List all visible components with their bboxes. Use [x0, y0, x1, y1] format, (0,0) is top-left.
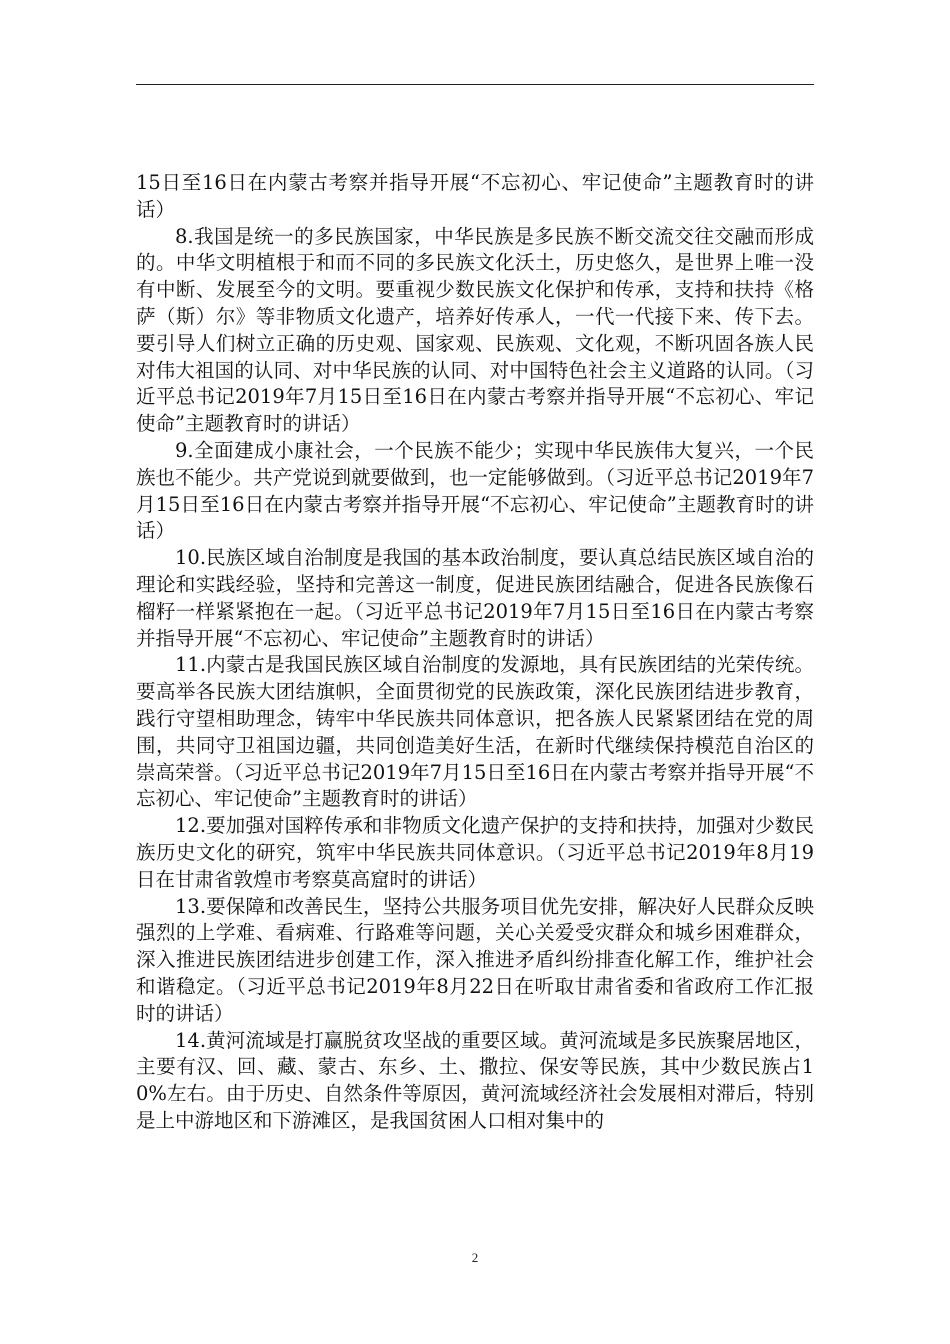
paragraph-continuation: 15日至16日在内蒙古考察并指导开展“不忘初心、牢记使命”主题教育时的讲话）	[136, 171, 814, 221]
paragraph-item-12: 12.要加强对国粹传承和非物质文化遗产保护的支持和扶持，加强对少数民族历史文化的研究，筑牢中华民族共同体意识。（习近平总书记2019年8月19日在甘肃省敦煌市考察莫高窟时的讲话）	[136, 814, 814, 891]
paragraph-item-9: 9.全面建成小康社会，一个民族不能少；实现中华民族伟大复兴，一个民族也不能少。共产党说到就要做到，也一定能够做到。（习近平总书记2019年7月15日至16日在内蒙古考察并指导开展“不忘初心、牢记使命”主题教育时的讲话）	[136, 438, 814, 543]
paragraph-item-11: 11.内蒙古是我国民族区域自治制度的发源地，具有民族团结的光荣传统。要高举各民族大团结旗帜，全面贯彻党的民族政策，深化民族团结进步教育，践行守望相助理念，铸牢中华民族共同体意识，把各族人民紧紧团结在党的周围，共同守卫祖国边疆，共同创造美好生活，在新时代继续保持模范自治区的崇高荣誉。（习近平总书记2019年7月15日至16日在内蒙古考察并指导开展“不忘初心、牢记使命”主题教育时的讲话）	[136, 653, 814, 811]
page-number: 2	[471, 1250, 479, 1265]
paragraph-item-10: 10.民族区域自治制度是我国的基本政治制度，要认真总结民族区域自治的理论和实践经验，坚持和完善这一制度，促进民族团结融合，促进各民族像石榴籽一样紧紧抱在一起。（习近平总书记2019年7月15日至16日在内蒙古考察并指导开展“不忘初心、牢记使命”主题教育时的讲话）	[136, 546, 814, 650]
paragraph-item-8: 8.我国是统一的多民族国家，中华民族是多民族不断交流交往交融而形成的。中华文明植根于和而不同的多民族文化沃土，历史悠久，是世界上唯一没有中断、发展至今的文明。要重视少数民族文化保护和传承，支持和扶持《格萨（斯）尔》等非物质文化遗产，培养好传承人，一代一代接下来、传下去。要引导人们树立正确的历史观、国家观、民族观、文化观，不断巩固各族人民对伟大祖国的认同、对中华民族的认同、对中国特色社会主义道路的认同。（习近平总书记2019年7月15日至16日在内蒙古考察并指导开展“不忘初心、牢记使命”主题教育时的讲话）	[136, 224, 814, 436]
paragraph-item-14: 14.黄河流域是打赢脱贫攻坚战的重要区域。黄河流域是多民族聚居地区，主要有汉、回、藏、蒙古、东乡、土、撒拉、保安等民族，其中少数民族占10%左右。由于历史、自然条件等原因，黄河流域经济社会发展相对滞后，特别是上中游地区和下游滩区，是我国贫困人口相对集中的	[136, 1028, 814, 1132]
paragraph-item-13: 13.要保障和改善民生，坚持公共服务项目优先安排，解决好人民群众反映强烈的上学难、看病难、行路难等问题，关心关爱受灾群众和城乡困难群众，深入推进民族团结进步创建工作，深入推进矛盾纠纷排查化解工作，维护社会和谐稳定。（习近平总书记2019年8月22日在听取甘肃省委和省政府工作汇报时的讲话）	[136, 894, 814, 1025]
header-rule	[136, 84, 814, 85]
document-body	[136, 170, 814, 1135]
